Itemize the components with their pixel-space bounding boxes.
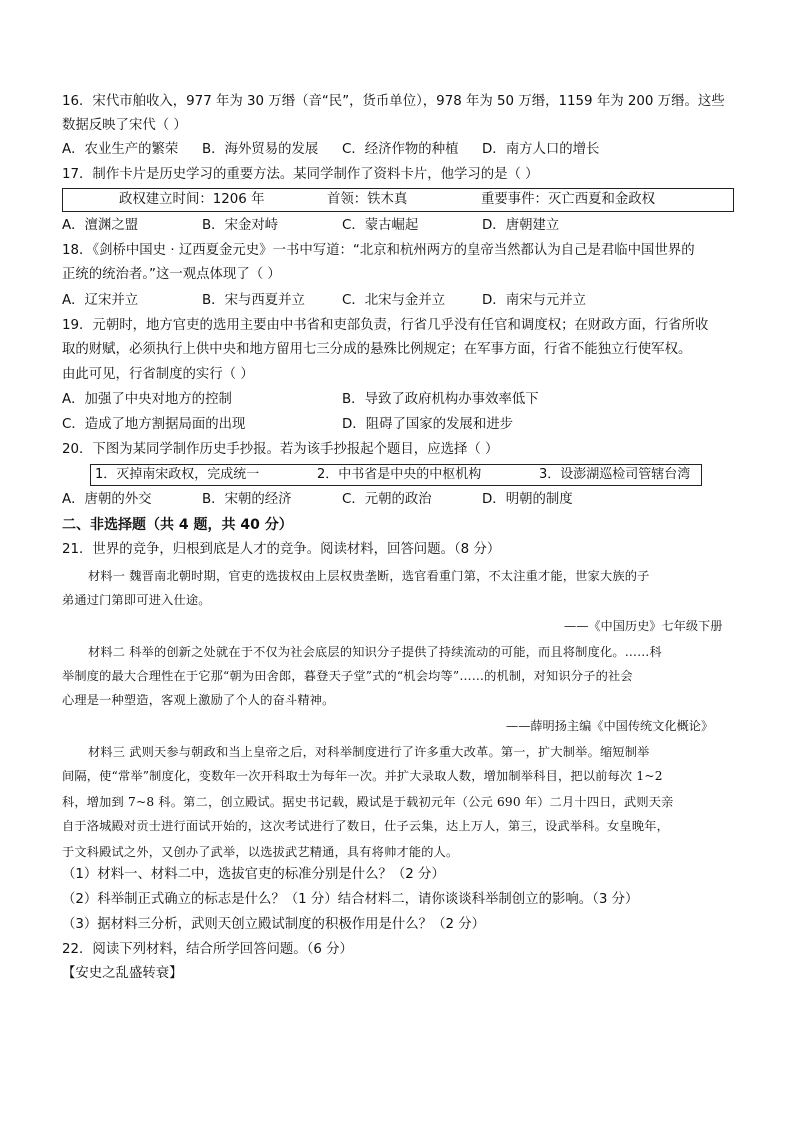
q21-material2-line1: 材料二 科举的创新之处就在于不仅为社会底层的知识分子提供了持续流动的可能，而且将制度化。……科 [88, 645, 662, 659]
q20-option-d: D．明朝的制度 [482, 492, 573, 507]
q17-stem: 17．制作卡片是历史学习的重要方法。某同学制作了资料卡片，他学习的是（ ） [62, 167, 539, 182]
q20-stem: 20．下图为某同学制作历史手抄报。若为该手抄报起个题目，应选择（ ） [62, 442, 499, 457]
q18-option-d: D．南宋与元并立 [482, 293, 587, 308]
q16-option-b: B．海外贸易的发展 [202, 142, 319, 157]
q18-option-a: A．辽宋并立 [62, 293, 139, 308]
q21-subquestion-1: （1）材料一、材料二中，选拔官吏的标准分别是什么？（2 分） [62, 867, 445, 882]
q17-option-d: D．唐朝建立 [482, 218, 560, 233]
q17-info-card [62, 188, 734, 212]
q19-option-d: D．阻碍了国家的发展和进步 [342, 417, 513, 432]
q17-option-b: B．宋金对峙 [202, 218, 279, 233]
q19-option-a: A．加强了中央对地方的控制 [62, 392, 232, 407]
q22-material-tag: 【安史之乱盛转衰】 [62, 966, 183, 981]
q18-stem-line2: 正统的统治者。”这一观点体现了（ ） [62, 267, 281, 282]
q20-card-item2: 2．中书省是中央的中枢机构 [317, 467, 482, 482]
q19-stem-line2: 取的财赋，必须执行上供中央和地方留用七三分成的悬殊比例规定；在军事方面，行省不能独立行使军权。 [62, 342, 692, 357]
q20-handcopy-card [90, 464, 702, 486]
q16-option-c: C．经济作物的种植 [342, 142, 459, 157]
q19-stem-line3: 由此可见，行省制度的实行（ ） [62, 367, 254, 382]
q16-option-a: A．农业生产的繁荣 [62, 142, 179, 157]
q18-option-c: C．北宋与金并立 [342, 293, 446, 308]
q21-material3-line3: 科，增加到 7~8 科。第二，创立殿试。据史书记载，殿试是于载初元年（公元 690 年）二月十四日，武则天亲 [62, 795, 674, 809]
q21-material1-source: ——《中国历史》七年级下册 [564, 619, 723, 633]
q19-option-c: C．造成了地方割据局面的出现 [62, 417, 246, 432]
q21-material3-line5: 于文科殿试之外，又创办了武举，以选拔武艺精通，具有将帅才能的人。 [62, 845, 459, 859]
q16-stem-line2: 数据反映了宋代（ ） [62, 118, 187, 133]
q21-material2-source: ——薛明扬主编《中国传统文化概论》 [506, 719, 714, 733]
q21-stem: 21．世界的竞争，归根到底是人才的竞争。阅读材料，回答问题。（8 分） [62, 542, 501, 557]
q21-material3-line4: 自于洛城殿对贡士进行面试开始的，这次考试进行了数日，仕子云集，达上万人，第三，设武举科。女皇晚年， [62, 819, 669, 833]
section-heading-nonchoice: 二、非选择题（共 4 题，共 40 分） [62, 517, 293, 533]
q17-option-a: A．澶渊之盟 [62, 218, 139, 233]
q20-card-item3: 3．设澎湖巡检司管辖台湾 [539, 467, 691, 482]
q20-option-c: C．元朝的政治 [342, 492, 432, 507]
q21-subquestion-3: （3）据材料三分析，武则天创立殿试制度的积极作用是什么？（2 分） [62, 917, 486, 932]
q21-material1-line2: 弟通过门第即可进入仕途。 [62, 593, 211, 607]
q21-material2-line3: 心理是一种塑造，客观上激励了个人的奋斗精神。 [62, 693, 335, 707]
q16-stem-line1: 16．宋代市舶收入，977 年为 30 万缗（音“民”，货币单位），978 年为 50 万缗，1159 年为 200 万缗。这些 [62, 94, 725, 109]
q19-stem-line1: 19．元朝时，地方官吏的选用主要由中书省和吏部负责，行省几乎没有任官和调度权；在财政方面，行省所收 [62, 318, 709, 333]
q17-card-leader: 首领：铁木真 [327, 192, 408, 207]
q21-material3-line1: 材料三 武则天参与朝政和当上皇帝之后，对科举制度进行了许多重大改革。第一，扩大制举。缩短制举 [88, 745, 650, 759]
q20-card-item1: 1．灭掉南宋政权，完成统一 [95, 467, 260, 482]
q18-stem-line1: 18．《剑桥中国史 · 辽西夏金元史》一书中写道：“北京和杭州两方的皇帝当然都认为自己是君临中国世界的 [62, 243, 695, 258]
q21-material2-line2: 举制度的最大合理性在于它那“朝为田舍郎，暮登天子堂”式的“机会均等”……的机制，对知识分子的社会 [62, 669, 633, 683]
q22-stem: 22．阅读下列材料，结合所学回答问题。（6 分） [62, 942, 353, 957]
q17-card-time: 政权建立时间：1206 年 [119, 192, 265, 207]
q19-option-b: B．导致了政府机构办事效率低下 [342, 392, 539, 407]
q21-subquestion-2: （2）科举制正式确立的标志是什么？（1 分）结合材料二，请你谈谈科举制创立的影响。（3 分） [62, 892, 639, 907]
q20-option-b: B．宋朝的经济 [202, 492, 292, 507]
q16-option-d: D．南方人口的增长 [482, 142, 600, 157]
q17-option-c: C．蒙古崛起 [342, 218, 419, 233]
q17-card-event: 重要事件：灭亡西夏和金政权 [481, 192, 656, 207]
q21-material1-line1: 材料一 魏晋南北朝时期，官吏的选拔权由上层权贵垄断，选官看重门第，不太注重才能，世家大族的子 [88, 569, 650, 583]
q18-option-b: B．宋与西夏并立 [202, 293, 305, 308]
q21-material3-line2: 间隔，使“常举”制度化，变数年一次开科取士为每年一次。并扩大录取人数，增加制举科目，把以前每次 1~2 [62, 769, 663, 783]
q20-option-a: A．唐朝的外交 [62, 492, 152, 507]
